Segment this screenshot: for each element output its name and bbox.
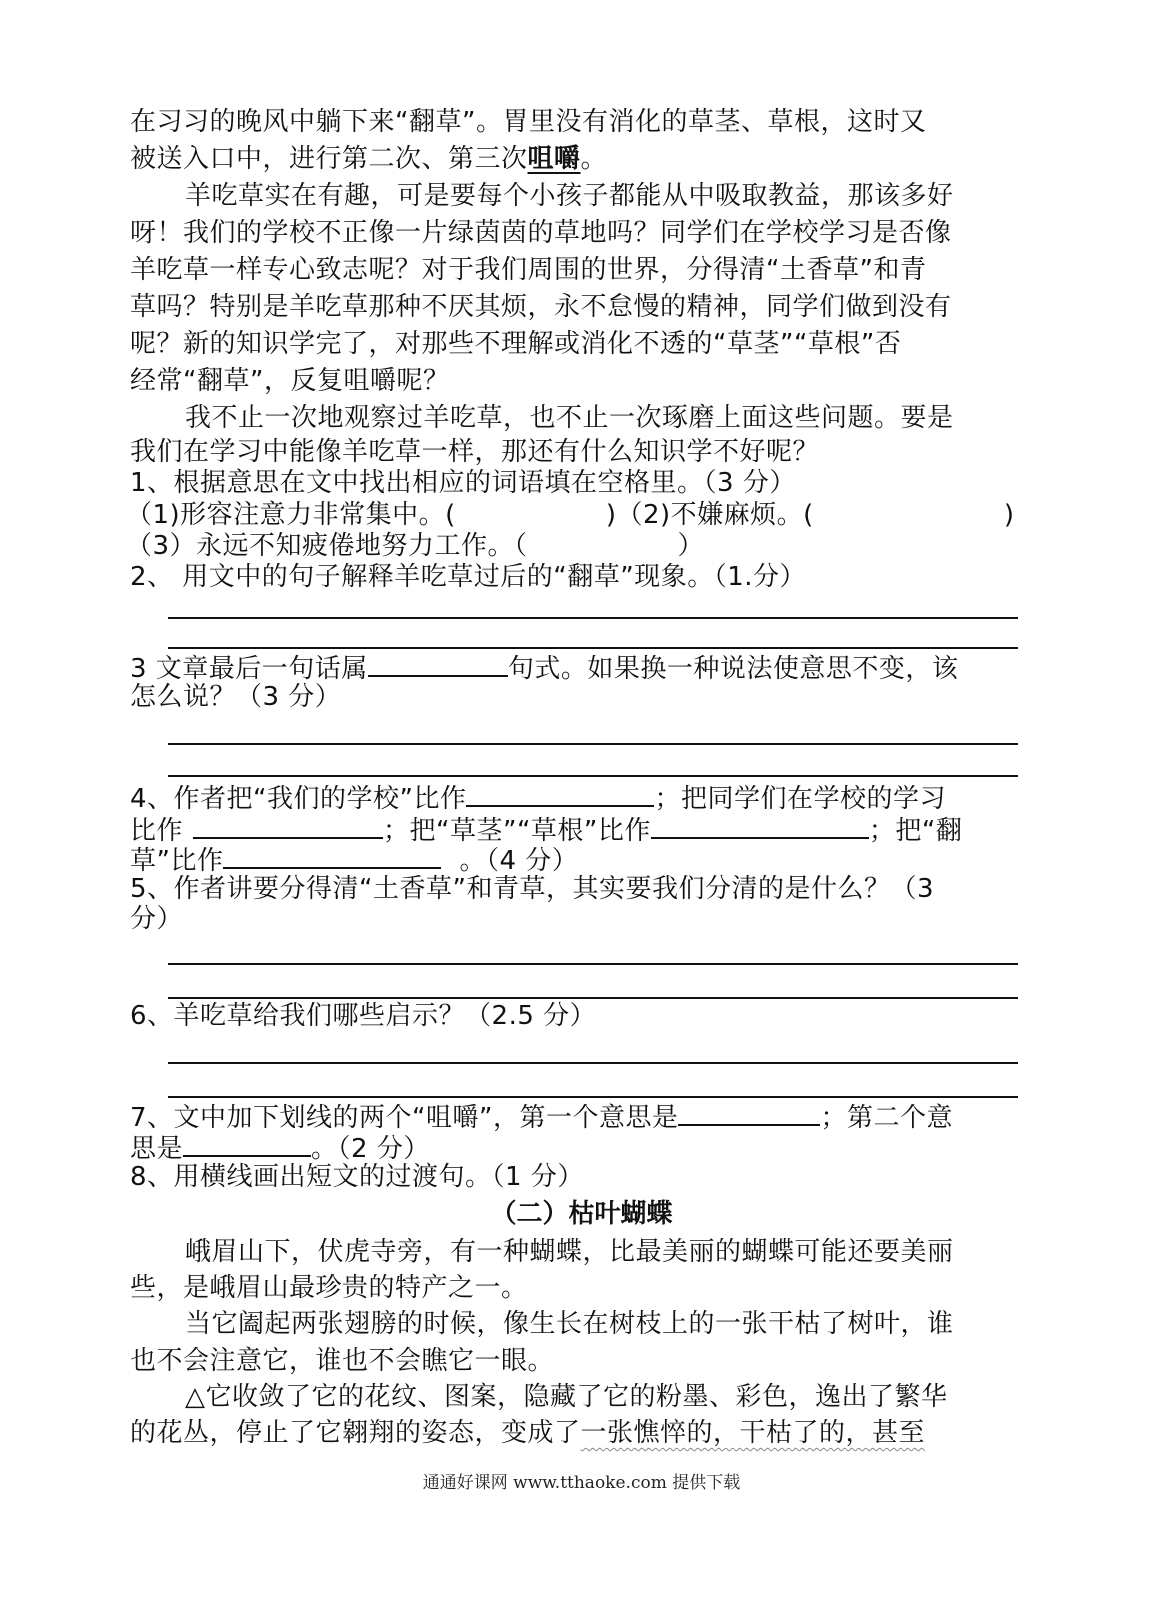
passage-text: 的花丛，停止了它翱翔的姿态，变成了	[130, 1418, 581, 1448]
passage-text: 。	[580, 144, 608, 174]
passage-line	[130, 1418, 925, 1448]
passage-line: 羊吃草一样专心致志呢？对于我们周围的世界，分得清“土香草”和青	[130, 255, 927, 285]
question-8: 8、用横线画出短文的过渡句。（1 分）	[130, 1162, 584, 1192]
q4-text: 比作	[130, 816, 184, 846]
question-1-item-3	[126, 531, 704, 561]
q1-close: )	[1003, 500, 1015, 530]
passage-line: 当它阖起两张翅膀的时候，像生长在树枝上的一张干枯了树叶，谁	[185, 1309, 954, 1339]
q1-item-1: （1)形容注意力非常集中。(	[126, 500, 456, 530]
passage-line: 些，是峨眉山最珍贵的特产之一。	[130, 1273, 528, 1303]
passage-text: 被送入口中，进行第二次、第三次	[130, 144, 528, 174]
answer-blank[interactable]	[466, 781, 654, 807]
passage-line: 呀！我们的学校不正像一片绿茵茵的草地吗？同学们在学校学习是否像	[130, 218, 952, 248]
passage-line: 峨眉山下，伏虎寺旁，有一种蝴蝶，比最美丽的蝴蝶可能还要美丽	[185, 1237, 954, 1267]
q4-text: ；把“草茎”“草根”比作	[383, 816, 651, 846]
answer-line[interactable]	[168, 997, 1018, 999]
page-footer: 通通好课网 www.tthaoke.com 提供下载	[422, 1473, 741, 1493]
passage-line: 草吗？特别是羊吃草那种不厌其烦，永不怠慢的精神，同学们做到没有	[130, 292, 952, 322]
passage-line: 羊吃草实在有趣，可是要每个小孩子都能从中吸取教益，那该多好	[185, 181, 954, 211]
q4-text: ；把“翻	[868, 816, 963, 846]
passage-line: 经常“翻草”，反复咀嚼呢？	[130, 366, 450, 396]
question-7	[130, 1100, 953, 1133]
answer-blank[interactable]	[193, 813, 383, 839]
passage-line: 我不止一次地观察过羊吃草，也不止一次琢磨上面这些问题。要是	[185, 403, 954, 433]
answer-line[interactable]	[168, 1062, 1018, 1064]
question-5: 5、作者讲要分得清“土香草”和青草，其实要我们分清的是什么？（3	[130, 874, 935, 904]
answer-line[interactable]	[168, 743, 1018, 745]
answer-line[interactable]	[168, 1096, 1018, 1098]
wavy-underlined-text: 一张憔悴的，干枯了的，甚至	[580, 1418, 926, 1448]
q7-text: 7、文中加下划线的两个“咀嚼”，第一个意思是	[130, 1103, 679, 1133]
passage-line	[130, 144, 607, 174]
passage-line: 在习习的晚风中躺下来“翻草”。胃里没有消化的草茎、草根，这时又	[130, 107, 927, 137]
question-6: 6、羊吃草给我们哪些启示？（2.5 分）	[130, 1001, 597, 1031]
answer-line[interactable]	[168, 617, 1018, 619]
answer-blank[interactable]	[183, 1131, 311, 1157]
passage-line: △它收敛了它的花纹、图案，隐藏了它的粉墨、彩色，逸出了繁华	[185, 1382, 948, 1412]
answer-line[interactable]	[168, 647, 1018, 649]
q4-text: 草”比作	[130, 846, 224, 876]
question-5-cont: 分）	[130, 904, 184, 934]
question-1: 1、根据意思在文中找出相应的词语填在空格里。（3 分）	[130, 468, 796, 498]
question-3	[130, 651, 958, 684]
q4-text: 。（4 分）	[459, 846, 579, 876]
answer-line[interactable]	[168, 775, 1018, 777]
question-2: 2、 用文中的句子解释羊吃草过后的“翻草”现象。（1.分）	[130, 562, 807, 592]
q3-text: 句式。如果换一种说法使意思不变，该	[507, 654, 959, 684]
q7-text: ；第二个意	[820, 1103, 953, 1133]
q7-text: 。（2 分）	[311, 1134, 430, 1164]
underlined-word: 咀嚼	[527, 144, 581, 174]
answer-line[interactable]	[168, 963, 1018, 965]
answer-blank[interactable]	[651, 813, 869, 839]
passage-line: 呢？新的知识学完了，对那些不理解或消化不透的“草茎”“草根”否	[130, 329, 902, 359]
answer-blank[interactable]	[223, 843, 441, 869]
q1-item-2: )（2)不嫌麻烦。(	[605, 500, 814, 530]
question-3-cont: 怎么说？（3 分）	[130, 682, 342, 712]
q4-text: ；把同学们在学校的学习	[654, 784, 946, 814]
q1-item-3: （3）永远不知疲倦地努力工作。（	[126, 531, 528, 561]
question-4	[130, 781, 946, 814]
q4-text: 4、作者把“我们的学校”比作	[130, 784, 467, 814]
section-title: （二）枯叶蝴蝶	[490, 1199, 673, 1229]
question-1-items	[126, 500, 1014, 530]
q3-text: 3 文章最后一句话属	[130, 654, 368, 684]
question-4-line3	[130, 843, 578, 876]
question-7-cont	[130, 1131, 430, 1164]
q7-text: 思是	[130, 1134, 184, 1164]
answer-blank[interactable]	[368, 651, 508, 677]
answer-blank[interactable]	[678, 1100, 820, 1126]
passage-line: 也不会注意它，谁也不会瞧它一眼。	[130, 1346, 555, 1376]
passage-line: 我们在学习中能像羊吃草一样，那还有什么知识学不好呢？	[130, 437, 820, 467]
q1-close: ）	[677, 531, 705, 561]
question-4-line2	[130, 813, 962, 846]
